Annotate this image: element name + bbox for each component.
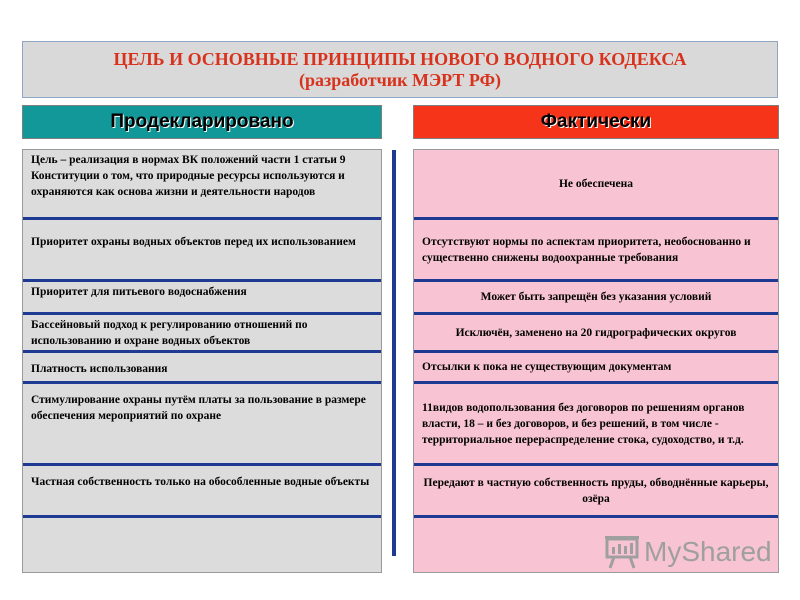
page-subtitle: (разработчик МЭРТ РФ) <box>298 70 502 90</box>
page-title: ЦЕЛЬ И ОСНОВНЫЕ ПРИНЦИПЫ НОВОГО ВОДНОГО КОДЕКСА <box>113 49 687 69</box>
title-box <box>22 41 778 98</box>
actual-header <box>413 105 779 139</box>
actual-item <box>414 353 778 384</box>
column-divider <box>392 150 396 556</box>
declared-item: Платность использования <box>23 353 381 384</box>
actual-item <box>414 150 778 220</box>
declared-item: Частная собственность только на обособленные водные объекты <box>23 466 381 518</box>
declared-item: Приоритет для питьевого водоснабжения <box>23 282 381 315</box>
watermark <box>604 535 772 569</box>
actual-item-text: Передают в частную собственность пруды, обводнённые карьеры, озёра <box>423 476 769 505</box>
declared-header-label: Продекларировано <box>110 111 294 132</box>
actual-item <box>414 220 778 282</box>
actual-item <box>414 384 778 466</box>
declared-item: Цель – реализация в нормах ВК положений части 1 статьи 9 Конституции о том, что природные ресурсы используются и охраняются как основа жизни и деятельности народов <box>23 150 381 220</box>
actual-column <box>413 149 779 573</box>
presentation-board-icon <box>604 535 640 569</box>
declared-item: Бассейновый подход к регулированию отношений по использованию и охране водных объектов <box>23 315 381 353</box>
actual-item <box>414 466 778 518</box>
declared-item: Стимулирование охраны путём платы за пользование в размере обеспечения мероприятий по охране <box>23 384 381 466</box>
actual-item-text: Может быть запрещён без указания условий <box>480 291 712 303</box>
actual-item-text: 11видов водопользования без договоров по решениям органов власти, 18 – и без договоров, и без решений, в том числе - территориальное перераспределение стока, судоходство, и т.д. <box>422 401 745 446</box>
actual-header-label: Фактически <box>540 111 652 132</box>
actual-item <box>414 315 778 353</box>
actual-item-text: Отсылки к пока не существующим документам <box>422 361 672 373</box>
declared-column <box>22 149 382 573</box>
declared-header <box>22 105 382 139</box>
actual-item-text: Исключён, заменено на 20 гидрографических округов <box>455 326 737 339</box>
watermark-text: MyShared <box>644 536 772 567</box>
actual-item-text: Не обеспечена <box>558 177 634 190</box>
declared-item: Приоритет охраны водных объектов перед их использованием <box>23 220 381 282</box>
actual-item <box>414 282 778 315</box>
actual-item-text: Отсутствуют нормы по аспектам приоритета, необоснованно и существенно снижены водоохранные требования <box>422 235 751 264</box>
